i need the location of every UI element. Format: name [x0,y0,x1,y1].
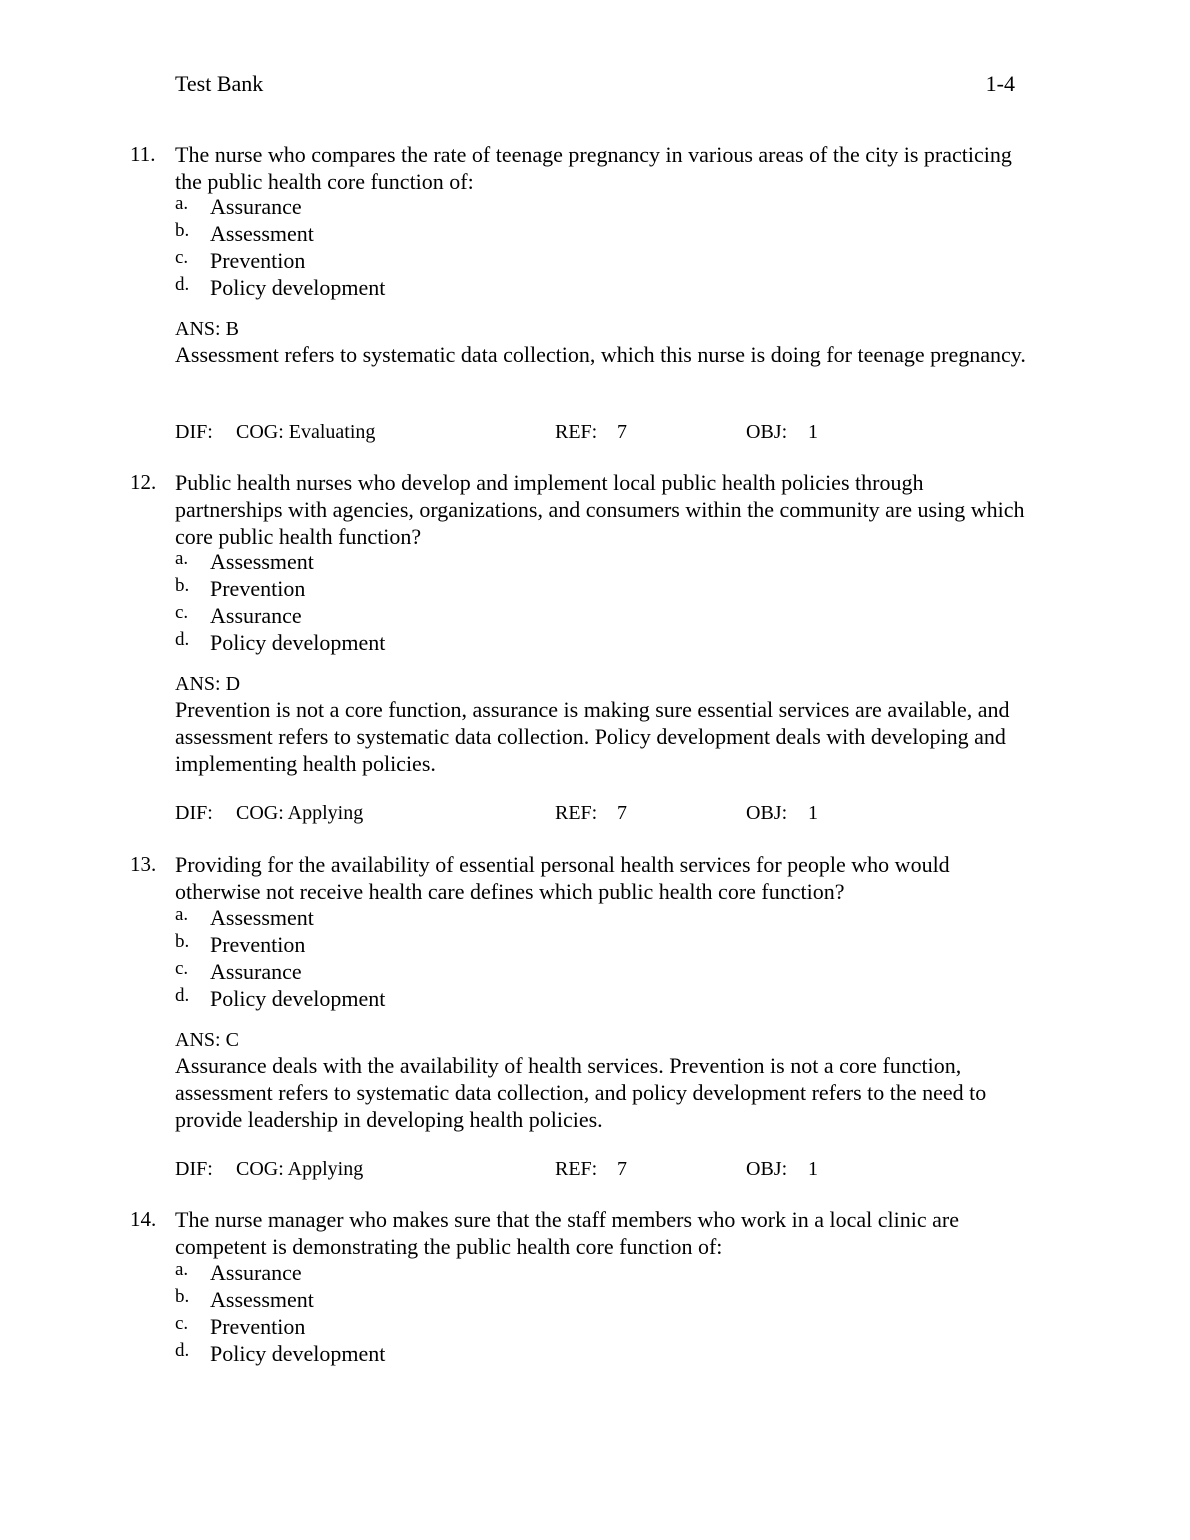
obj-value: 1 [808,802,818,824]
ref-value: 7 [617,421,627,443]
ref-label: REF: [555,802,598,824]
test-bank-page: Test Bank 1-4 11. The nurse who compares the rate of teenage pregnancy in various areas of the city is practicing the public health core function of: a. Assurance b. Assessment c. Prevention d. Policy development ANS: B Assessment refers to systematic data collection, which this nurse is doing for teenage pregnancy. DIF: COG: Evaluating REF: 7 OBJ: 1 12. Public health nurses who develop and implement local public health policies through partnerships with agencies, organizations, and consumers within the community are using which core public health function? a. Assessment b. Prevention c. Assurance d. Policy development ANS: D Prevention is not a core function, assurance is making sure essential services are available, and assessment refers to systematic data collection. Policy development deals with developing and implementing health policies. DIF: COG: Applying REF: 7 OBJ: 1 13. Providing for the availability of essential personal health services for people who would otherwise not receive health care defines which public health core function? a. Assessment b. Prevention c. Assurance d. Policy development ANS: C Assurance deals with the availability of health services. Prevention is not a core function, assessment refers to systematic data collection, and policy development refers to the need to provide leadership in developing health policies. DIF: COG: Applying REF: 7 OBJ: 1 14. The nurse manager who makes sure that the staff members who work in a local clinic are competent is demonstrating the public health core function of: a. Assurance b. Assessment c. Prevention d. Policy development [0,0,1190,1540]
dif-label: DIF: [175,802,213,824]
obj-label: OBJ: [746,1158,788,1180]
ref-value: 7 [617,1158,627,1180]
dif-label: DIF: [175,421,213,443]
dif-value: COG: Applying [236,1158,364,1180]
rationale: Assessment refers to systematic data collection, which this nurse is doing for teenage pregnancy. [175,342,1026,367]
question-meta [0,800,1190,826]
question-number: 11. [130,142,156,166]
ref-label: REF: [555,1158,598,1180]
ref-label: REF: [555,421,598,443]
question-number: 12. [130,470,157,494]
answer-key: ANS: C [175,1029,239,1051]
obj-label: OBJ: [746,802,788,824]
question-meta [0,1156,1190,1182]
obj-value: 1 [808,421,818,443]
page-number: 1-4 [985,71,1015,96]
ref-value: 7 [617,802,627,824]
question-stem: Providing for the availability of essential personal health services for people who would otherwise not receive health care defines which public health core function? [175,852,950,904]
dif-value: COG: Applying [236,802,364,824]
question-meta [0,419,1190,445]
dif-value: COG: Evaluating [236,421,376,443]
question-stem: The nurse who compares the rate of teenage pregnancy in various areas of the city is practicing the public health core function of: [175,142,1012,194]
header-title: Test Bank [175,71,264,96]
obj-label: OBJ: [746,421,788,443]
obj-value: 1 [808,1158,818,1180]
answer-key: ANS: D [175,673,241,695]
question-number: 14. [130,1207,157,1231]
dif-label: DIF: [175,1158,213,1180]
question-stem: Public health nurses who develop and implement local public health policies through partnerships with agencies, organizations, and consumers within the community are using which core public health function? [175,470,1025,549]
question-stem: The nurse manager who makes sure that the staff members who work in a local clinic are competent is demonstrating the public health core function of: [175,1207,959,1259]
rationale: Assurance deals with the availability of health services. Prevention is not a core function, assessment refers to systematic data collection, and policy development refers to the need to provide leadership in developing health policies. [175,1053,987,1132]
rationale: Prevention is not a core function, assurance is making sure essential services are available, and assessment refers to systematic data collection. Policy development deals with developing and implementing health policies. [175,697,1010,776]
answer-key: ANS: B [175,318,239,340]
question-number: 13. [130,852,157,876]
